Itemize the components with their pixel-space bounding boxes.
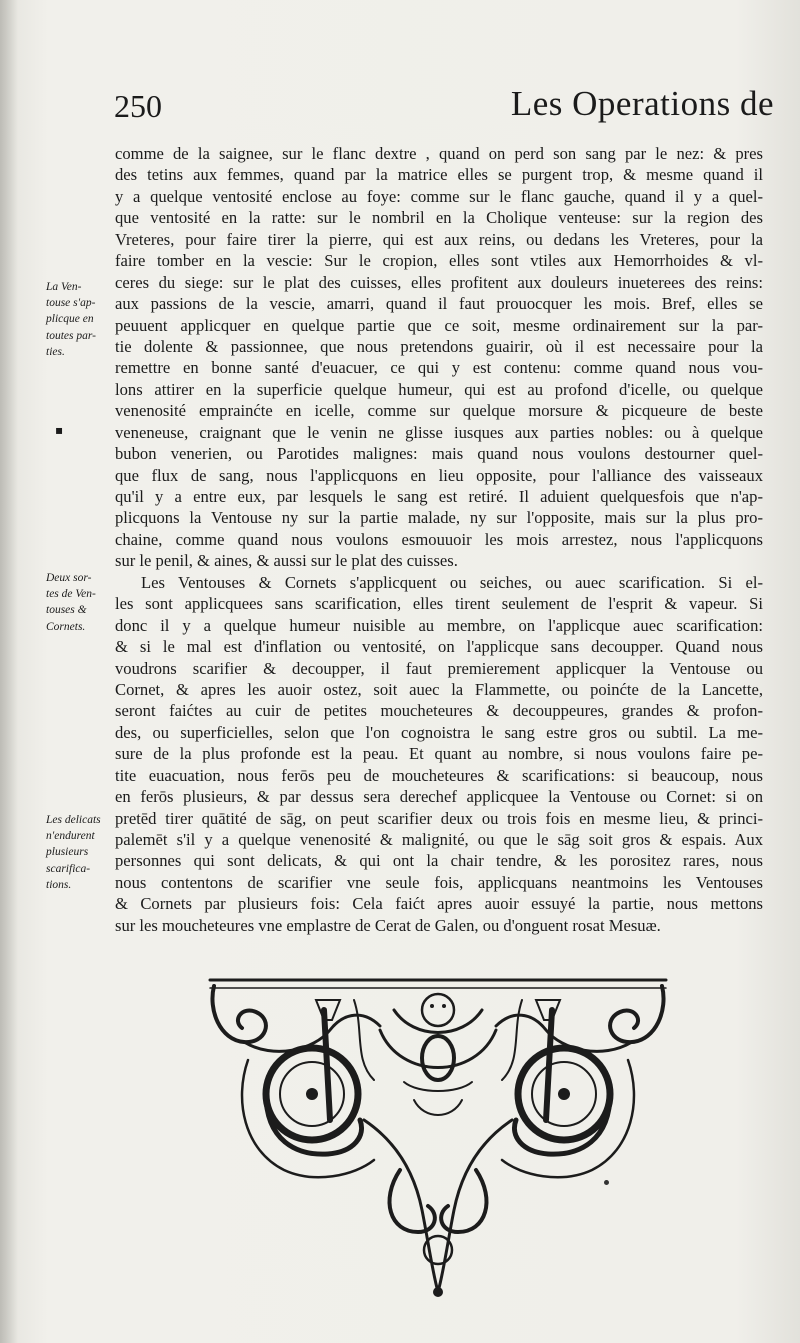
text-line: bubon venerien, ou Parotides malignes: mais quand nous voulons destourner quel- xyxy=(115,444,763,464)
text-line: peuuent applicquer en quelque partie que ce soit, mesme ordinairement sur la par- xyxy=(115,315,763,335)
margin-note-line: toutes par- xyxy=(46,329,96,342)
text-line: les sont applicquees sans scarification, elles tirent seulement de l'esprit & vapeur. Si xyxy=(115,594,763,614)
text-line: plicquons la Ventouse ny sur la partie malade, ny sur l'opposite, mais sur la plus pro- xyxy=(115,508,763,528)
text-line: faire tomber en la vescie: Sur le cropion, elles sont vtiles aux Hemorrhoides & vl- xyxy=(115,251,763,271)
text-line: des tetins aux femmes, quand par la matrice elles se purgent trop, & mesme quand il xyxy=(115,165,763,185)
page-spine-shadow xyxy=(0,0,18,1343)
text-line: palemēt s'il y a quelque venenosité & malignité, ou que le sāg soit gros & espais. Aux xyxy=(115,830,763,849)
text-line: en ferōs plusieurs, & par dessus sera derechef applicquee la Ventouse ou Cornet: si on xyxy=(115,787,763,807)
running-title: Les Operations de xyxy=(510,84,774,123)
text-line: Vreteres, pour faire tirer la pierre, qui est aux reins, ou dedans les Vreteres, pour la xyxy=(115,229,763,249)
text-line: veneneuse, craignant que le venin ne glisse iusques aux parties nobles: ou à quelque xyxy=(115,422,763,442)
page-number: 250 xyxy=(114,88,162,124)
text-line: tite euacuation, nous ferōs peu de moucheteures & scarifications: si beaucoup, nous xyxy=(115,765,763,785)
margin-note-delicats xyxy=(46,812,110,893)
text-line: sur le penil, & aines, & aussi sur le plat des cuisses. xyxy=(115,551,458,571)
margin-note-line: scarifica- xyxy=(46,862,91,875)
text-line: voudrons scarifier & decoupper, il faut premierement applicquer la Ventouse ou xyxy=(115,658,763,678)
text-line: comme de la saignee, sur le flanc dextre , quand on perd son sang par le nez: & pres xyxy=(115,144,763,163)
text-line: que flux de sang, nous l'applicquons en lieu opposite, pour l'alliance des vaisseaux xyxy=(115,465,763,485)
ink-speck xyxy=(604,1180,609,1185)
text-line: ceres du siege: sur le plat des cuisses, elles profitent aux douleurs inueterees des reins: xyxy=(115,272,763,292)
text-line: personnes qui sont delicats, & qui ont la chair tendre, & les porositez rares, nous xyxy=(115,851,763,871)
text-line: seront faićtes au cuir de petites moucheteures & decouppeures, grandes & profon- xyxy=(115,701,763,721)
body-text xyxy=(115,143,763,936)
text-line: y a quelque ventosité enclose au foye: comme sur le flanc gauche, quand il y a quel- xyxy=(115,186,763,206)
margin-note-ventouse xyxy=(46,279,110,360)
margin-note-deux-sortes xyxy=(46,570,110,635)
margin-note-line: n'endurent xyxy=(46,830,95,843)
margin-note-line: La Ven- xyxy=(46,281,82,293)
text-line: lons attirer en la superficie quelque humeur, qui est au profond d'icelle, ou quelque xyxy=(115,379,763,399)
margin-note-line: Cornets. xyxy=(46,620,86,633)
text-line: venenosité emprainćte en icelle, comme sur quelque morsure & picqueure de beste xyxy=(115,401,763,421)
text-line: sur les moucheteures vne emplastre de Cerat de Galen, ou d'onguent rosat Mesuæ. xyxy=(115,915,661,935)
text-line: pretēd tirer quātité de sāg, on peut scarifier deux ou trois fois en mesme lieu, & princi- xyxy=(115,808,763,828)
margin-note-line: plicque en xyxy=(46,313,94,326)
text-line: sure de la plus profonde est la peau. Et quant au nombre, si nous voulons faire pe- xyxy=(115,744,763,764)
text-line: qu'il y a entre eux, par lesquels le sang est retiré. Il aduient quelquesfois que n'ap- xyxy=(115,487,763,506)
text-line: chaine, comme quand nous voulons esmouuoir les mois arrestez, nous l'applicquons xyxy=(115,529,763,549)
text-line: des, ou superficielles, selon que l'on cognoistra le sang estre gros ou subtil. La me- xyxy=(115,722,763,742)
margin-note-line: tions. xyxy=(46,878,72,891)
margin-note-line: Les delicats xyxy=(46,814,101,826)
text-line: aux passions de la vescie, amarri, quand il faut prouocquer les mois. Bref, elles se xyxy=(115,294,763,314)
margin-note-line: plusieurs xyxy=(46,846,89,859)
text-line: & Cornets par plusieurs fois: Cela faićt apres auoir essuyé la partie, nous mettons xyxy=(115,894,763,914)
marginal-mark: ▪ xyxy=(55,423,64,437)
margin-note-line: Deux sor- xyxy=(46,572,92,584)
text-line: nous contentons de scarifier vne seule fois, applicquans neantmoins les Ventouses xyxy=(115,872,763,892)
margin-note-line: tes de Ven- xyxy=(46,588,96,601)
margin-note-line: touse s'ap- xyxy=(46,297,96,310)
text-line: remettre en bonne santé d'euacuer, ce qui y est contenu: comme quand nous vou- xyxy=(115,358,763,378)
text-line: donc il y a quelque humeur nuisible au membre, on l'applicque auec scarification: xyxy=(115,615,763,635)
page-header xyxy=(114,84,774,128)
text-line: que ventosité en la ratte: sur le nombril en la Cholique venteuse: sur la region des xyxy=(115,208,763,228)
text-line: & si le mal est d'inflation ou ventosité, on l'applicque sans decoupper. Quand nous xyxy=(115,637,763,657)
text-line: Les Ventouses & Cornets s'applicquent ou seiches, ou auec scarification. Si el- xyxy=(141,572,763,592)
margin-note-line: ties. xyxy=(46,345,65,358)
ornament-tailpiece-icon xyxy=(204,970,672,1300)
text-line: tie dolente & passionnee, que nous pretendons guairir, où il est necessaire pour la xyxy=(115,336,763,356)
text-line: Cornet, & apres les auoir ostez, soit auec la Flammette, ou poinćte de la Lancette, xyxy=(115,679,763,699)
margin-note-line: touses & xyxy=(46,604,87,617)
